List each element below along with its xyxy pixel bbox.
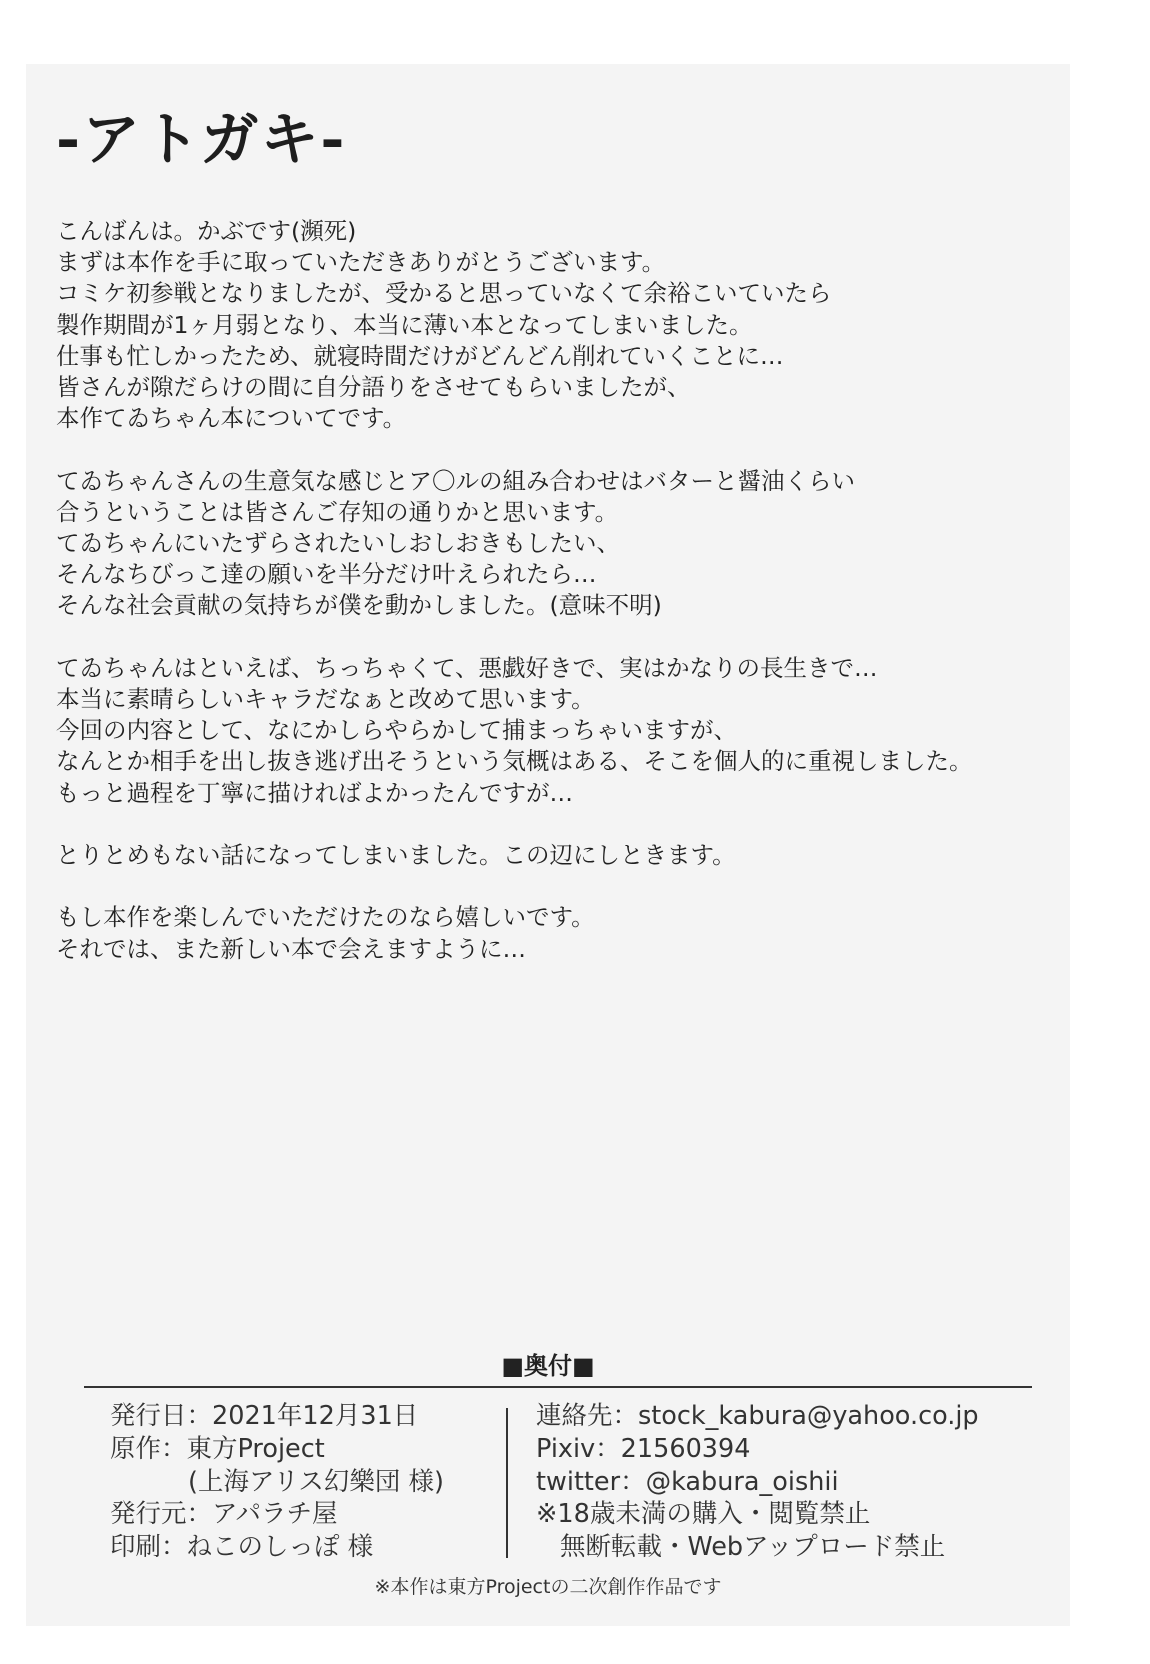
- afterword-body: [56, 216, 1046, 996]
- colophon-divider-line: [84, 1386, 1032, 1388]
- paragraph-1: [56, 216, 1046, 434]
- text-line: そんな社会貢献の気持ちが僕を動かしました。(意味不明): [56, 591, 662, 620]
- text-line: 本当に素晴らしいキャラだなぁと改めて思います。: [56, 685, 595, 714]
- paragraph-5: [56, 902, 1046, 964]
- original-work: 原作：東方Project: [110, 1433, 325, 1464]
- text-line: てゐちゃんはといえば、ちっちゃくて、悪戯好きで、実はかなりの長生きで…: [56, 653, 878, 682]
- text-line: 合うということは皆さんご存知の通りかと思います。: [56, 497, 619, 526]
- contact-email: 連絡先：stock_kabura@yahoo.co.jp: [536, 1401, 979, 1431]
- text-line: 皆さんが隙だらけの間に自分語りをさせてもらいましたが、: [56, 373, 691, 402]
- text-line: 今回の内容として、なにかしらやらかして捕まっちゃいますが、: [56, 716, 738, 745]
- fan-work-footnote: ※本作は東方Projectの二次創作作品です: [374, 1576, 722, 1598]
- page-sheet: [26, 64, 1070, 1626]
- age-restriction-notice: ※18歳未満の購入・閲覧禁止: [536, 1499, 871, 1530]
- reproduction-notice: 無断転載・Webアップロード禁止: [560, 1532, 946, 1563]
- colophon-title: ■奥付■: [501, 1352, 595, 1380]
- printer: 印刷：ねこのしっぽ 様: [110, 1532, 374, 1563]
- page-heading: -アトガキ-: [56, 105, 347, 173]
- text-line: 仕事も忙しかったため、就寝時間だけがどんどん削れていくことに…: [56, 341, 784, 370]
- text-line: それでは、また新しい本で会えますように…: [56, 934, 526, 963]
- colophon-right-column: [536, 1400, 1056, 1564]
- text-line: コミケ初参戦となりましたが、受かると思っていなくて余裕こいていたら: [56, 279, 832, 308]
- text-line: とりとめもない話になってしまいました。この辺にしときます。: [56, 841, 736, 870]
- text-line: もっと過程を丁寧に描ければよかったんですが…: [56, 778, 573, 807]
- text-line: 製作期間が1ヶ月弱となり、本当に薄い本となってしまいました。: [56, 310, 753, 339]
- colophon-column-divider: [506, 1408, 508, 1558]
- text-line: そんなちびっこ達の願いを半分だけ叶えられたら…: [56, 560, 597, 589]
- text-line: まずは本作を手に取っていただきありがとうございます。: [56, 248, 666, 277]
- text-line: てゐちゃんさんの生意気な感じとア〇ルの組み合わせはバターと醤油くらい: [56, 466, 855, 495]
- colophon-left-column: [110, 1400, 510, 1564]
- original-work-credit: (上海アリス幻樂団 様): [188, 1466, 444, 1497]
- paragraph-3: [56, 653, 1046, 809]
- text-line: こんばんは。かぶです(瀕死): [56, 217, 357, 245]
- twitter-handle: twitter：@kabura_oishii: [536, 1466, 839, 1497]
- text-line: なんとか相手を出し抜き逃げ出そうという気概はある、そこを個人的に重視しました。: [56, 747, 973, 776]
- paragraph-4: [56, 840, 1046, 871]
- text-line: もし本作を楽しんでいただけたのなら嬉しいです。: [56, 903, 595, 932]
- paragraph-2: [56, 466, 1046, 622]
- pixiv-id: Pixiv：21560394: [536, 1433, 751, 1464]
- text-line: 本作てゐちゃん本についてです。: [56, 404, 407, 433]
- publish-date: 発行日：2021年12月31日: [110, 1401, 419, 1431]
- publisher: 発行元：アパラチ屋: [110, 1499, 338, 1530]
- text-line: てゐちゃんにいたずらされたいしおしおきもしたい、: [56, 529, 620, 558]
